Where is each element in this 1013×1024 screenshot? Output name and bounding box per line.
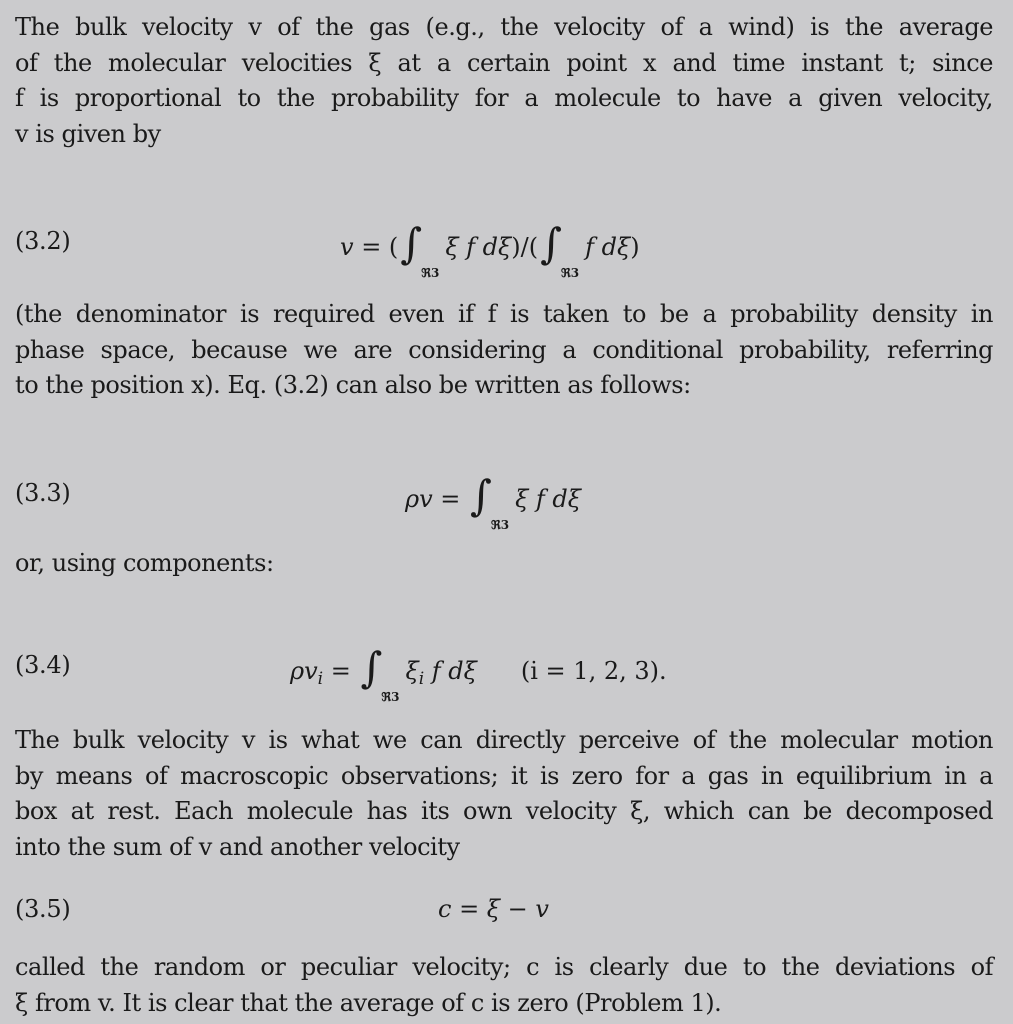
text-line: by means of macroscopic observations; it is zero for a gas in equilibrium in a — [15, 761, 993, 790]
eq-integrand-subscript: i — [418, 669, 425, 689]
eq-numerator-integrand: ξ f dξ — [445, 233, 512, 261]
eq-lhs: ρv — [290, 657, 318, 685]
paragraph-components — [15, 546, 993, 582]
paragraph-bulk-velocity-intro — [15, 10, 993, 152]
text-line: to the position x). Eq. (3.2) can also be written as follows: — [15, 371, 691, 399]
text-line: The bulk velocity v is what we can directly perceive of the molecular motion — [15, 726, 993, 754]
eq-integrand: ξ f dξ — [515, 485, 582, 513]
eq-integrand-xi: ξ — [405, 657, 419, 685]
text-line: v is given by — [15, 119, 161, 148]
text-line: of the molecular velocities ξ at a certain point x and time instant t; since — [15, 48, 993, 77]
equation-number: (3.3) — [15, 479, 71, 507]
equation-3-3: ρv = ∫ℜ3ξ f dξ — [405, 478, 581, 518]
eq-condition: (i = 1, 2, 3). — [520, 657, 667, 685]
text-line: into the sum of v and another velocity — [15, 832, 460, 861]
equation-number: (3.4) — [15, 651, 71, 679]
eq-expression: c = ξ − v — [438, 895, 549, 923]
integral-domain: ℜ3 — [560, 266, 580, 280]
integral-sign: ∫ — [470, 471, 492, 520]
text-line: called the random or peculiar velocity; c is clearly due to the deviations of — [15, 953, 993, 981]
integral-domain: ℜ3 — [421, 266, 440, 280]
equation-3-5 — [438, 894, 549, 924]
text-line: f is proportional to the probability for a molecule to have a given velocity, — [15, 84, 993, 112]
equation-3-4: $\rho v_i$ = $\int ℜ3\xi_i$ f dξ (i = 1, 2, 3). — [290, 650, 667, 690]
equation-number: (3.5) — [15, 895, 71, 923]
integral-sign: ∫ — [400, 219, 423, 268]
integral-sign: ∫ — [360, 643, 383, 692]
text-line: ξ from v. It is clear that the average of c is zero (Problem 1). — [15, 988, 722, 1017]
paragraph-peculiar-velocity — [15, 950, 993, 1021]
eq-lhs: v — [340, 233, 354, 261]
text-line: The bulk velocity v of the gas (e.g., the velocity of a wind) is the average — [15, 13, 993, 41]
paragraph-bulk-velocity-perception — [15, 723, 993, 865]
integral-domain: ℜ3 — [381, 690, 400, 704]
eq-denominator-integrand: f dξ — [585, 233, 631, 261]
equation-3-2: v = (∫ℜ3ξ f dξ)/(∫ℜ3f dξ) — [340, 226, 640, 266]
text-line: phase space, because we are considering a conditional probability, referring — [15, 335, 993, 364]
text-line: box at rest. Each molecule has its own velocity ξ, which can be decomposed — [15, 797, 993, 825]
eq-integrand-rest: f dξ — [431, 657, 477, 685]
integral-sign: ∫ — [540, 219, 562, 268]
eq-lhs: ρv — [405, 485, 433, 513]
eq-lhs-subscript: i — [317, 669, 324, 689]
equation-number: (3.2) — [15, 227, 71, 255]
text-line: or, using components: — [15, 549, 274, 577]
paragraph-denominator-note — [15, 297, 993, 404]
text-line: (the denominator is required even if f is taken to be a probability density in — [15, 300, 993, 328]
integral-domain: ℜ3 — [490, 518, 510, 532]
